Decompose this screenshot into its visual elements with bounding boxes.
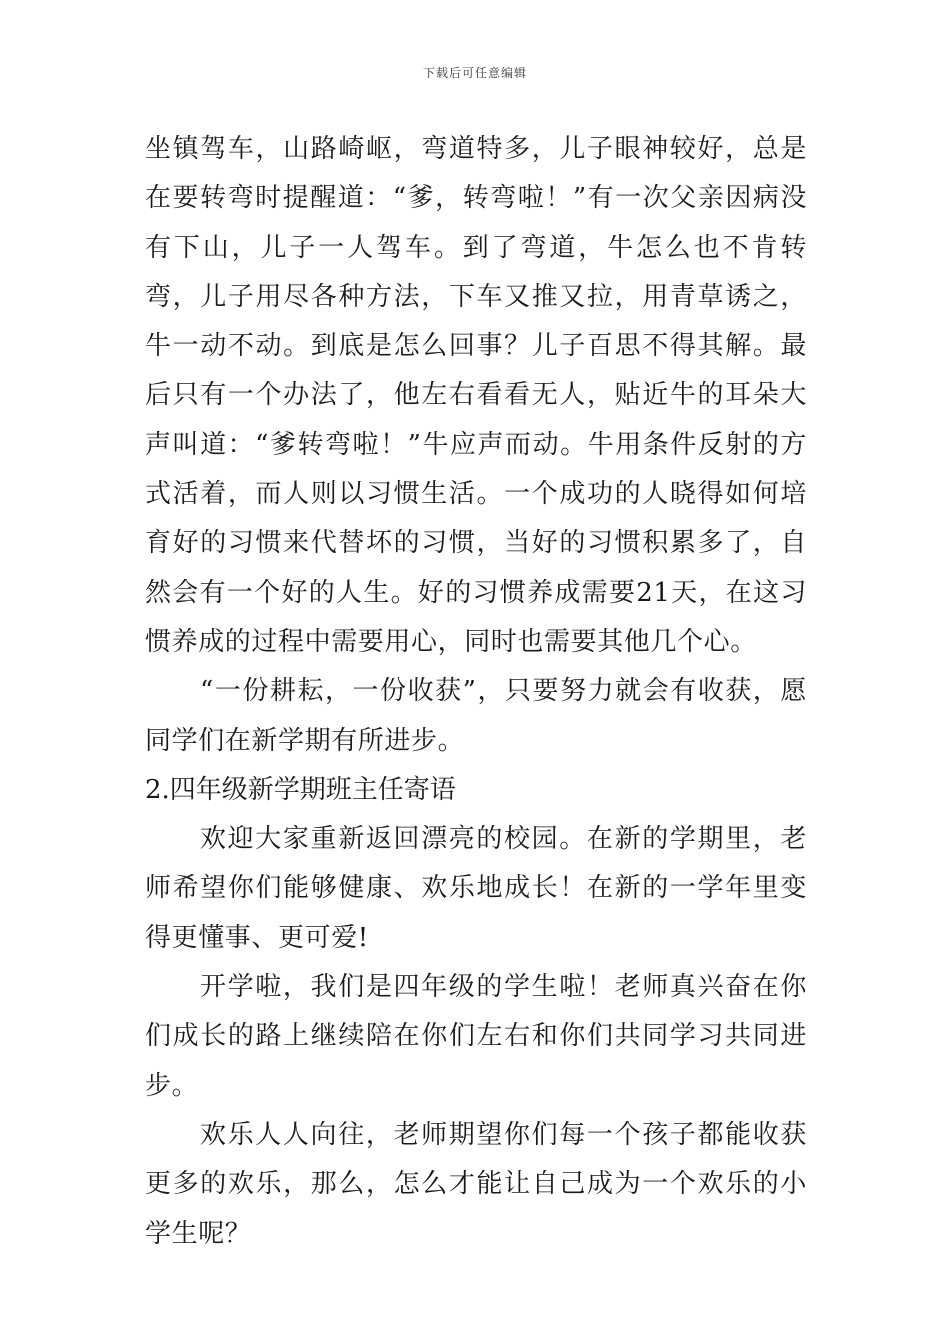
paragraph-happiness: 欢乐人人向往，老师期望你们每一个孩子都能收获更多的欢乐，那么，怎么才能让自己成为一个欢乐的小学生呢？ bbox=[145, 1119, 807, 1249]
section-heading: 2.四年级新学期班主任寄语 bbox=[145, 774, 456, 805]
header-note: 下载后可任意编辑 bbox=[422, 66, 527, 80]
paragraph-story: 坐镇驾车，山路崎岖，弯道特多，儿子眼神较好，总是在要转弯时提醒道：“爹，转弯啦！”有一次父亲因病没有下山，儿子一人驾车。到了弯道，牛怎么也不肯转弯，儿子用尽各种方法，下车又推又拉，用青草诱之，牛一动不动。到底是怎么回事？儿子百思不得其解。最后只有一个办法了，他左右看看无人，贴近牛的耳朵大声叫道：“爹转弯啦！”牛应声而动。牛用条件反射的方式活着，而人则以习惯生活。一个成功的人晓得如何培育好的习惯来代替坏的习惯，当好的习惯积累多了，自然会有一个好的人生。好的习惯养成需要21天，在这习惯养成的过程中需要用心，同时也需要其他几个心。 bbox=[145, 134, 807, 657]
paragraph-welcome: 欢迎大家重新返回漂亮的校园。在新的学期里，老师希望你们能够健康、欢乐地成长！在新的一学年里变得更懂事、更可爱! bbox=[145, 824, 807, 953]
paragraph-closing: “一份耕耘，一份收获”，只要努力就会有收获，愿同学们在新学期有所进步。 bbox=[145, 676, 807, 756]
document-body bbox=[145, 125, 807, 1259]
paragraph-school-start: 开学啦，我们是四年级的学生啦！老师真兴奋在你们成长的路上继续陪在你们左右和你们共同学习共同进步。 bbox=[145, 972, 807, 1101]
